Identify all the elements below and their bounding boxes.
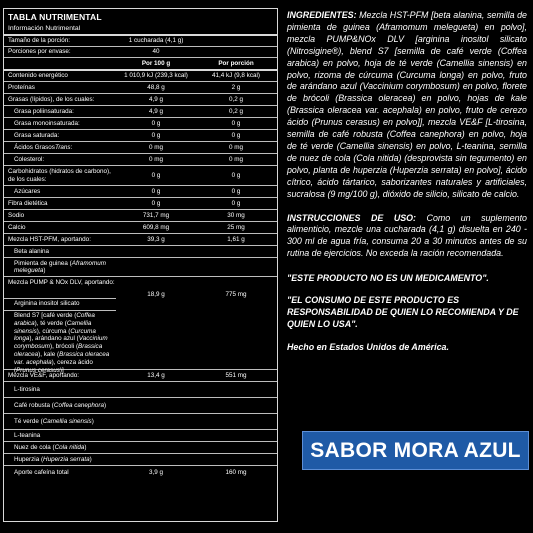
vef-label: Mezcla VE&F, aportando:	[8, 371, 80, 379]
nutrient-row	[4, 165, 277, 185]
nutrient-per100: 0 mg	[149, 155, 163, 163]
nutrient-row	[4, 105, 277, 117]
pump-label: Mezcla PUMP & NOx DLV, aportando:	[8, 279, 115, 286]
servings-row	[4, 46, 277, 57]
nutrition-subtitle: Información Nutrimental	[8, 25, 81, 32]
vef-huperzia-row	[4, 453, 277, 465]
vef-v2: 551 mg	[225, 371, 247, 379]
nutrient-row	[4, 81, 277, 93]
caffeine-label: Aporte cafeína total	[14, 469, 69, 477]
nutrient-row	[4, 185, 277, 197]
nutrient-row	[4, 129, 277, 141]
vef-tirosina: L-tirosina	[14, 385, 40, 393]
vef-cola-row	[4, 441, 277, 453]
pump-arginina: Arginina inositol silicato	[4, 298, 116, 310]
ingredients-body: Mezcla HST-PFM [beta alanina, semilla de pimienta de guinea (Aframomum melegueta) en polvo], mezcla PUMP&NOx DLV [arginina inositol silicato (Nitrosigine®), blend S7 [semilla de café verde (Coffea arabica) en polvo, hoja de té verde (Camellia sinensis) en polvo, rizoma de cúrcuma (Curcuma longa) en polvo, fruto de arándano azul (Vaccinium corymbosum) en polvo, florete de brócoli (Brassica oleracea) en polvo, hojas de kale (Brassica oleracea var. acephala) en polvo, fruto de cerezo ácido (Prunus cerasus) en polvo]], mezcla VE&F [L-tirosina, semilla de café robusta (Coffea canephora) en polvo, hoja de té verde (Camellia sinensis) en polvo, L-teanina, semilla de nuez de cola (Cola nitida) (desprovista sin tegumento) en polvo, planta de huperzia (Huperzia serrata) en polvo], ácido cítrico, ácido tártarico, saborizantes naturales y artificiales, sucralosa (9 mg/100 g), dióxido de silicio, silicato de calcio.	[287, 10, 527, 199]
nutrient-label: Sodio	[8, 211, 25, 219]
nutrient-per100: 4,9 g	[148, 107, 163, 115]
nutrition-facts-table	[3, 8, 278, 522]
vef-v1: 13,4 g	[147, 371, 165, 379]
pump-blend-s7: Blend S7 [café verde (Coffea arabica), té verde (Camellia sinensis), cúrcuma (Curcuma longa), arándano azul (Vaccinium corymbosum), brócoli (Brassica oleracea), kale (Brassica oleracea var. acephala), cereza ácido (Prunus cerasus)]	[4, 310, 116, 374]
instructions-body: Como un suplemento alimenticio, mezcle una cucharada (4,1 g) disuelta en 240 - 300 ml de agua fría, consuma 20 a 30 minutos antes de su rutina de ejercicios. No exceda la ración recomendada.	[287, 212, 527, 259]
nutrient-row	[4, 153, 277, 165]
nutrient-rows	[4, 69, 277, 245]
nutrient-label: Azúcares	[14, 187, 41, 195]
nutrient-row	[4, 233, 277, 245]
origin-statement: Hecho en Estados Unidos de América.	[287, 341, 449, 352]
nutrient-per100: 0 g	[151, 199, 161, 207]
label-text-column	[287, 10, 527, 354]
nutrient-perserving: 0 g	[231, 171, 241, 179]
nutrient-perserving: 0 g	[231, 187, 241, 195]
col-per100-header: Por 100 g	[141, 59, 171, 67]
nutrient-perserving: 0 g	[231, 119, 241, 127]
nutrient-per100: 4,9 g	[148, 95, 163, 103]
nutrient-label: Calcio	[8, 223, 26, 231]
vef-huperzia: Huperzia (Huperzia serrata)	[14, 455, 92, 463]
responsibility-warning: "EL CONSUMO DE ESTE PRODUCTO ES RESPONSABILIDAD DE QUIEN LO RECOMIENDA Y DE QUIEN LO USA".	[287, 295, 519, 329]
nutrient-per100: 609,8 mg	[142, 223, 170, 231]
pump-v2: 775 mg	[225, 291, 247, 298]
nutrient-per100: 39,3 g	[147, 235, 165, 243]
nutrient-perserving: 0 g	[231, 199, 241, 207]
serving-size-label: Tamaño de la porción:	[8, 37, 70, 45]
nutrient-row	[4, 117, 277, 129]
nutrient-per100: 0 g	[151, 131, 161, 139]
nutrient-label: Fibra dietética	[8, 199, 48, 207]
vef-te: Té verde (Camellia sinensis)	[14, 417, 94, 425]
serving-size-row	[4, 34, 277, 46]
nutrient-row	[4, 69, 277, 81]
ingredients-paragraph	[287, 10, 527, 201]
pump-v1: 18,9 g	[147, 291, 165, 298]
nutrient-label: Proteínas	[8, 83, 35, 91]
nutrient-perserving: 0 mg	[229, 155, 243, 163]
col-perserving-header: Por porción	[218, 59, 254, 67]
instructions-heading: INSTRUCCIONES DE USO:	[287, 212, 417, 223]
nutrient-label: Carbohidratos (hidratos de carbono), de los cuales:	[8, 168, 111, 183]
caffeine-v2: 160 mg	[225, 469, 247, 477]
nutrient-label: Mezcla HST-PFM, aportando:	[8, 235, 91, 243]
nutrient-perserving: 30 mg	[227, 211, 245, 219]
nutrient-perserving: 0 mg	[229, 143, 243, 151]
pump-values	[116, 291, 276, 298]
nutrient-row	[4, 93, 277, 105]
ingredients-heading: INGREDIENTES:	[287, 10, 357, 20]
vef-robusta-row	[4, 397, 277, 413]
vef-cola: Nuez de cola (Cola nitida)	[14, 443, 87, 451]
instructions-paragraph	[287, 213, 527, 261]
nutrient-perserving: 0,2 g	[228, 107, 243, 115]
nutrient-label: Colesterol:	[14, 155, 45, 163]
vef-te-row	[4, 413, 277, 429]
nutrient-perserving: 0 g	[231, 131, 241, 139]
nutrient-label: Grasa monoinsaturada:	[14, 119, 80, 127]
nutrient-perserving: 0,2 g	[228, 95, 243, 103]
vef-teanina-row	[4, 429, 277, 441]
caffeine-row	[4, 465, 277, 480]
nutrient-row	[4, 209, 277, 221]
vef-robusta: Café robusta (Coffea canephora)	[14, 401, 107, 409]
nutrient-row	[4, 221, 277, 233]
nutrient-row	[4, 197, 277, 209]
hst-beta-label: Beta alanina	[14, 247, 50, 255]
nutrient-label: Grasa saturada:	[14, 131, 60, 139]
vef-tirosina-row	[4, 381, 277, 397]
serving-size-value: 1 cucharada (4,1 g)	[128, 37, 184, 45]
nutrient-label: Grasa poliinsaturada:	[14, 107, 74, 115]
nutrient-per100: 0 g	[151, 171, 161, 179]
nutrient-label: Ácidos Grasos Trans :	[14, 143, 73, 151]
hst-pimienta-label: Pimienta de guinea (Aframomum melegueta)	[14, 259, 107, 274]
vef-teanina: L-teanina	[14, 431, 41, 439]
vef-row	[4, 369, 277, 381]
column-headers	[4, 57, 277, 69]
nutrient-per100: 0 g	[151, 187, 161, 195]
nutrient-label: Grasas (lípidos), de los cuales:	[8, 95, 95, 103]
hst-pimienta-row	[4, 257, 277, 276]
flavor-badge: SABOR MORA AZUL	[302, 431, 529, 470]
nutrient-perserving: 1,61 g	[227, 235, 245, 243]
nutrient-perserving: 25 mg	[227, 223, 245, 231]
servings-label: Porciones por envase:	[8, 48, 71, 56]
nutrient-per100: 0 g	[151, 119, 161, 127]
nutrient-row	[4, 141, 277, 153]
nutrient-per100: 731,7 mg	[142, 211, 170, 219]
nutrition-title: TABLA NUTRIMENTAL	[8, 12, 102, 22]
nutrient-per100: 1 010,9 kJ (239,3 kcal)	[124, 72, 188, 80]
nutrient-label: Contenido energético	[8, 72, 68, 80]
pump-blend-row	[4, 276, 277, 374]
not-medicine-warning: "ESTE PRODUCTO NO ES UN MEDICAMENTO".	[287, 273, 489, 284]
nutrient-per100: 48,8 g	[147, 83, 165, 91]
hst-beta-row	[4, 245, 277, 257]
servings-value: 40	[152, 48, 160, 56]
caffeine-v1: 3,9 g	[148, 469, 163, 477]
nutrient-per100: 0 mg	[149, 143, 163, 151]
nutrient-perserving: 41,4 kJ (9,8 kcal)	[212, 72, 260, 80]
nutrient-perserving: 2 g	[231, 83, 241, 91]
